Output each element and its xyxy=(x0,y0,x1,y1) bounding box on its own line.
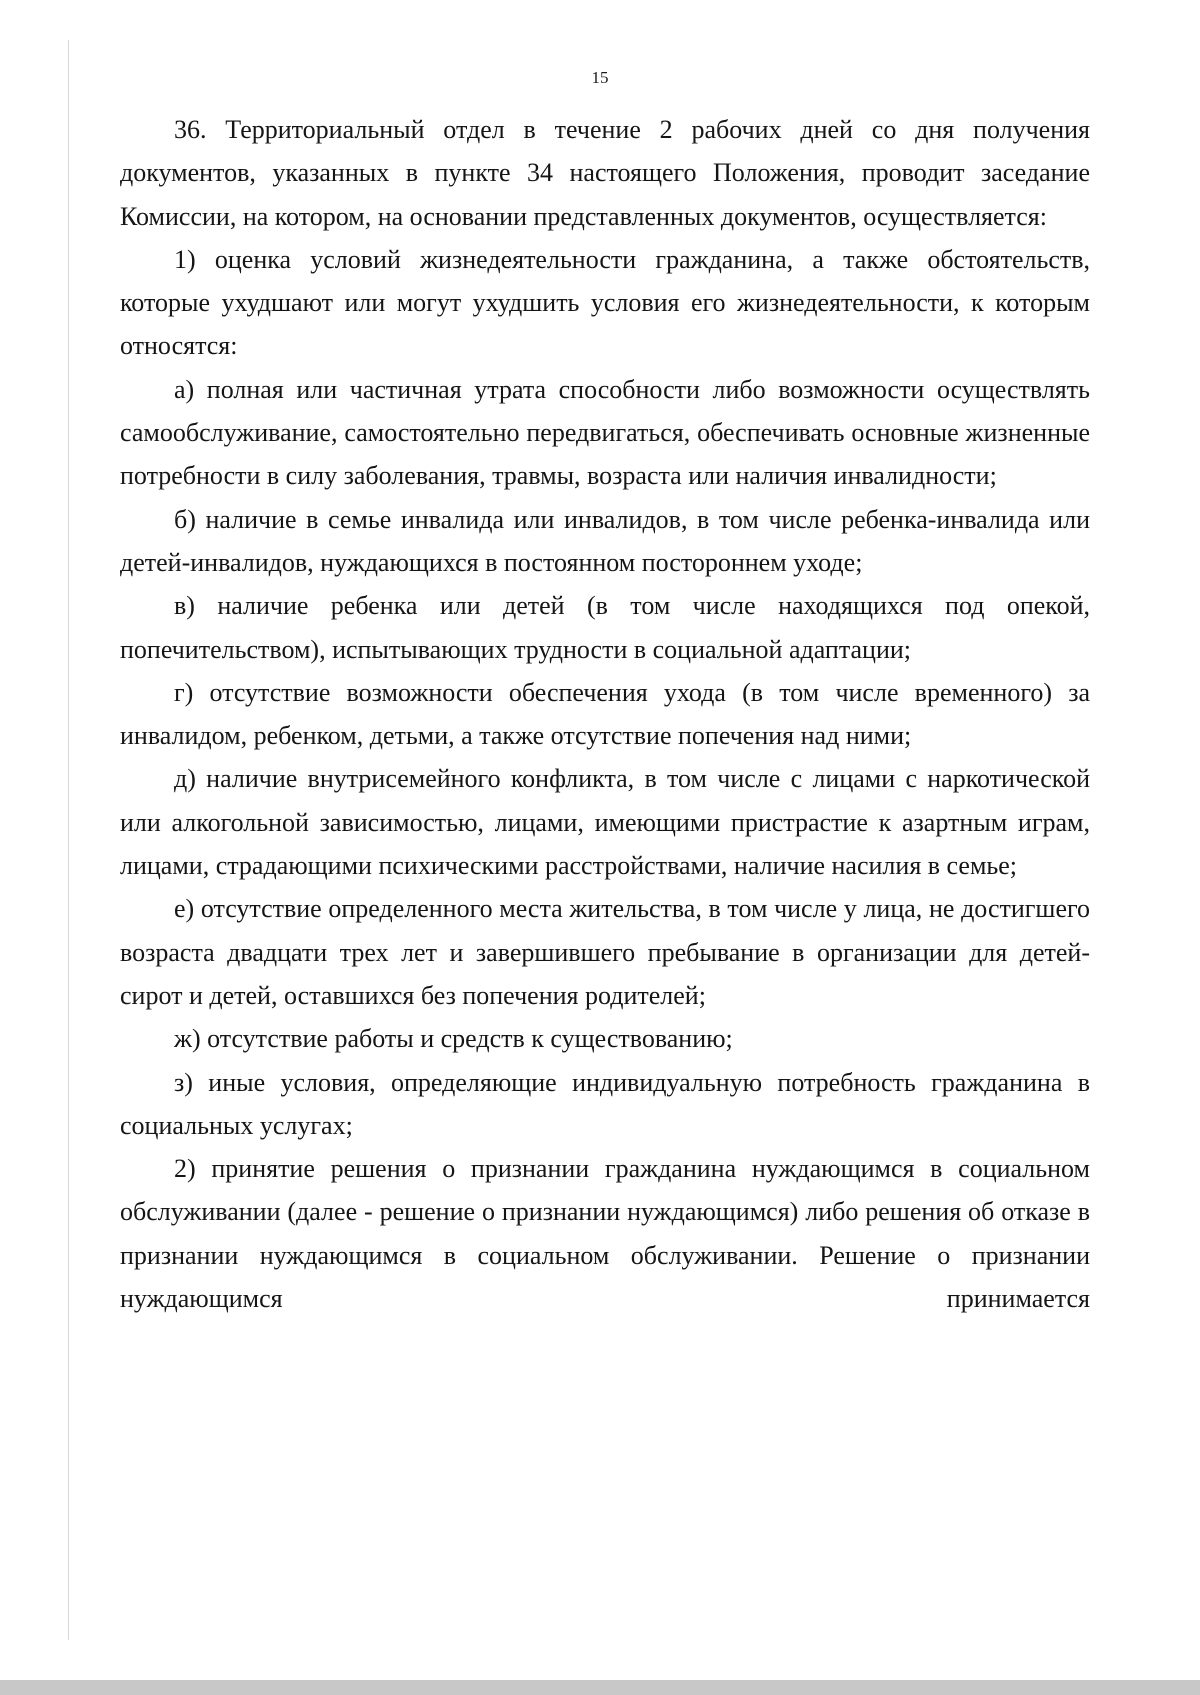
page-number: 15 xyxy=(591,68,609,87)
paragraph-36: 36. Территориальный отдел в течение 2 рабочих дней со дня получения документов, указанных в пункте 34 настоящего Положения, проводит заседание Комиссии, на котором, на основании представленных документов, осуществляется: xyxy=(120,115,1090,231)
paragraph-item-2: 2) принятие решения о признании гражданина нуждающимся в социальном обслуживании (далее - решение о признании нуждающимся) либо решения об отказе в признании нуждающимся в социальном обслуживании. Решение о признании нуждающимся принимается xyxy=(120,1154,1090,1314)
paragraph-item-b: б) наличие в семье инвалида или инвалидов, в том числе ребенка-инвалида или детей-инвалидов, нуждающихся в постоянном постороннем уходе; xyxy=(120,504,1090,577)
scan-edge-bottom xyxy=(0,1680,1200,1695)
document-body xyxy=(120,108,1090,1320)
paragraph-item-zh: ж) отсутствие работы и средств к существованию; xyxy=(174,1024,733,1054)
paragraph-item-g: г) отсутствие возможности обеспечения ухода (в том числе временного) за инвалидом, ребенком, детьми, а также отсутствие попечения над ними; xyxy=(120,677,1090,751)
scan-edge-left xyxy=(68,40,69,1640)
paragraph-item-v: в) наличие ребенка или детей (в том числе находящихся под опекой, попечительством), испытывающих трудности в социальной адаптации; xyxy=(120,591,1090,664)
paragraph-item-e: е) отсутствие определенного места жительства, в том числе у лица, не достигшего возраста двадцати трех лет и завершившего пребывание в организации для детей-сирот и детей, оставшихся без попечения родителей; xyxy=(120,894,1090,1010)
paragraph-item-a: а) полная или частичная утрата способности либо возможности осуществлять самообслуживание, самостоятельно передвигаться, обеспечивать основные жизненные потребности в силу заболевания, травмы, возраста или наличия инвалидности; xyxy=(120,374,1090,491)
paragraph-item-d: д) наличие внутрисемейного конфликта, в том числе с лицами с наркотической или алкогольной зависимостью, лицами, имеющими пристрастие к азартным играм, лицами, страдающими психическими расстройствами, наличие насилия в семье; xyxy=(120,764,1090,881)
paragraph-item-1: 1) оценка условий жизнедеятельности гражданина, а также обстоятельств, которые ухудшают или могут ухудшить условия его жизнедеятельности, к которым относятся: xyxy=(120,244,1090,361)
paragraph-item-z: з) иные условия, определяющие индивидуальную потребность гражданина в социальных услугах; xyxy=(120,1067,1090,1140)
